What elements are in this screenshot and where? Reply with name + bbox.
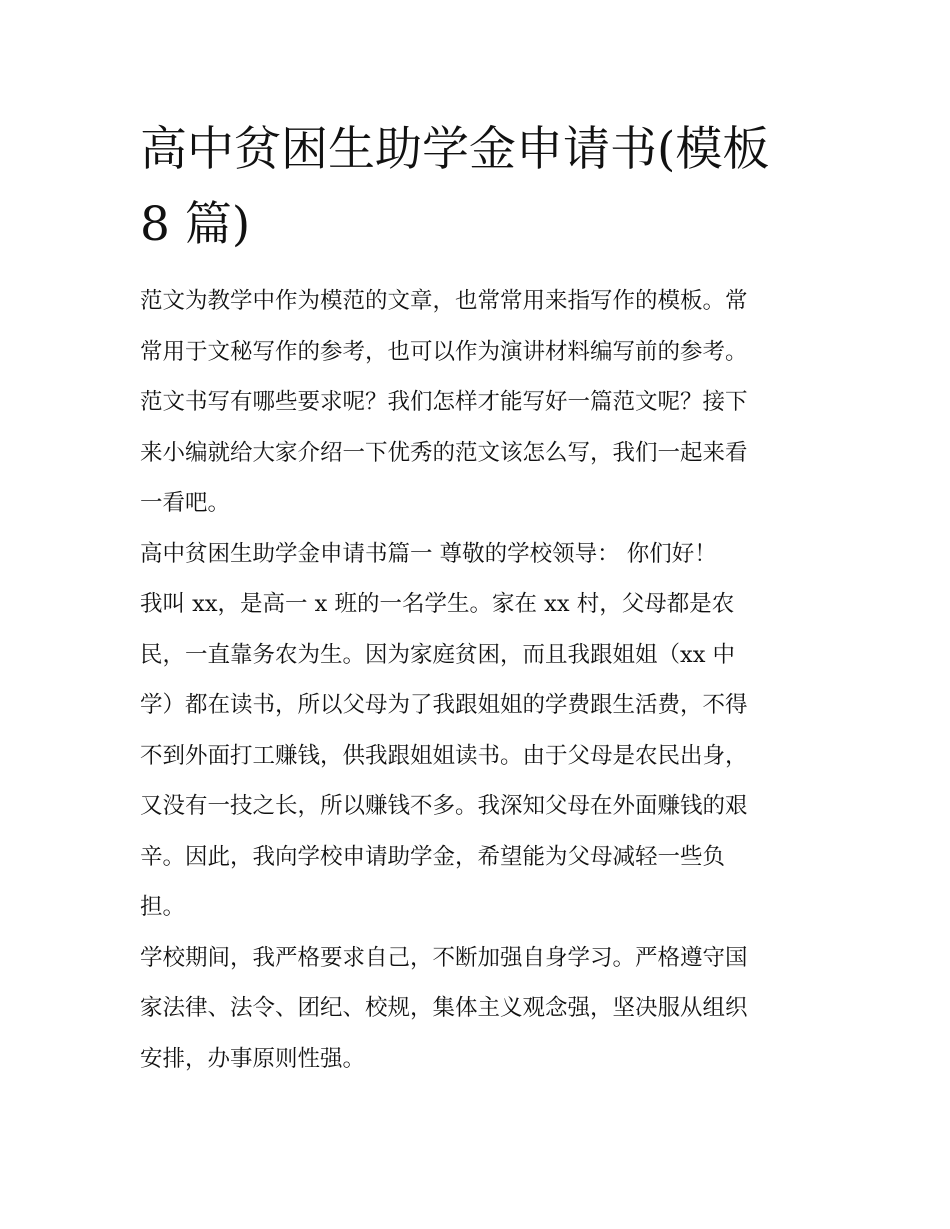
body-line: 不到外面打工赚钱，供我跟姐姐读书。由于父母是农民出身，	[140, 742, 748, 769]
body-line: 民，一直靠务农为生。因为家庭贫困，而且我跟姐姐（xx 中	[140, 641, 736, 668]
title-line-2: 8 篇)	[140, 197, 251, 252]
body-line: 常用于文秘写作的参考，也可以作为演讲材料编写前的参考。	[140, 338, 748, 365]
body-line: 安排，办事原则性强。	[140, 1045, 366, 1072]
title-line-1: 高中贫困生助学金申请书(模板	[140, 122, 770, 177]
document-body	[140, 280, 820, 1088]
body-line: 来小编就给大家介绍一下优秀的范文该怎么写，我们一起来看	[140, 439, 748, 466]
body-line: 担。	[140, 894, 186, 920]
body-line: 又没有一技之长，所以赚钱不多。我深知父母在外面赚钱的艰	[140, 793, 748, 819]
body-line: 一看吧。	[140, 490, 231, 516]
body-line: 高中贫困生助学金申请书篇一 尊敬的学校领导： 你们好！	[140, 540, 717, 567]
body-line: 学校期间，我严格要求自己，不断加强自身学习。严格遵守国	[140, 944, 748, 971]
body-line: 学）都在读书，所以父母为了我跟姐姐的学费跟生活费，不得	[140, 692, 748, 718]
body-line: 家法律、法令、团纪、校规，集体主义观念强，坚决服从组织	[140, 995, 748, 1021]
body-line: 辛。因此，我向学校申请助学金，希望能为父母减轻一些负	[140, 843, 726, 870]
body-line: 我叫 xx，是高一 x 班的一名学生。家在 xx 村，父母都是农	[140, 591, 735, 617]
body-line: 范文书写有哪些要求呢？我们怎样才能写好一篇范文呢？接下	[140, 389, 748, 415]
body-line: 范文为教学中作为模范的文章，也常常用来指写作的模板。常	[140, 288, 748, 314]
document-title	[140, 112, 820, 262]
